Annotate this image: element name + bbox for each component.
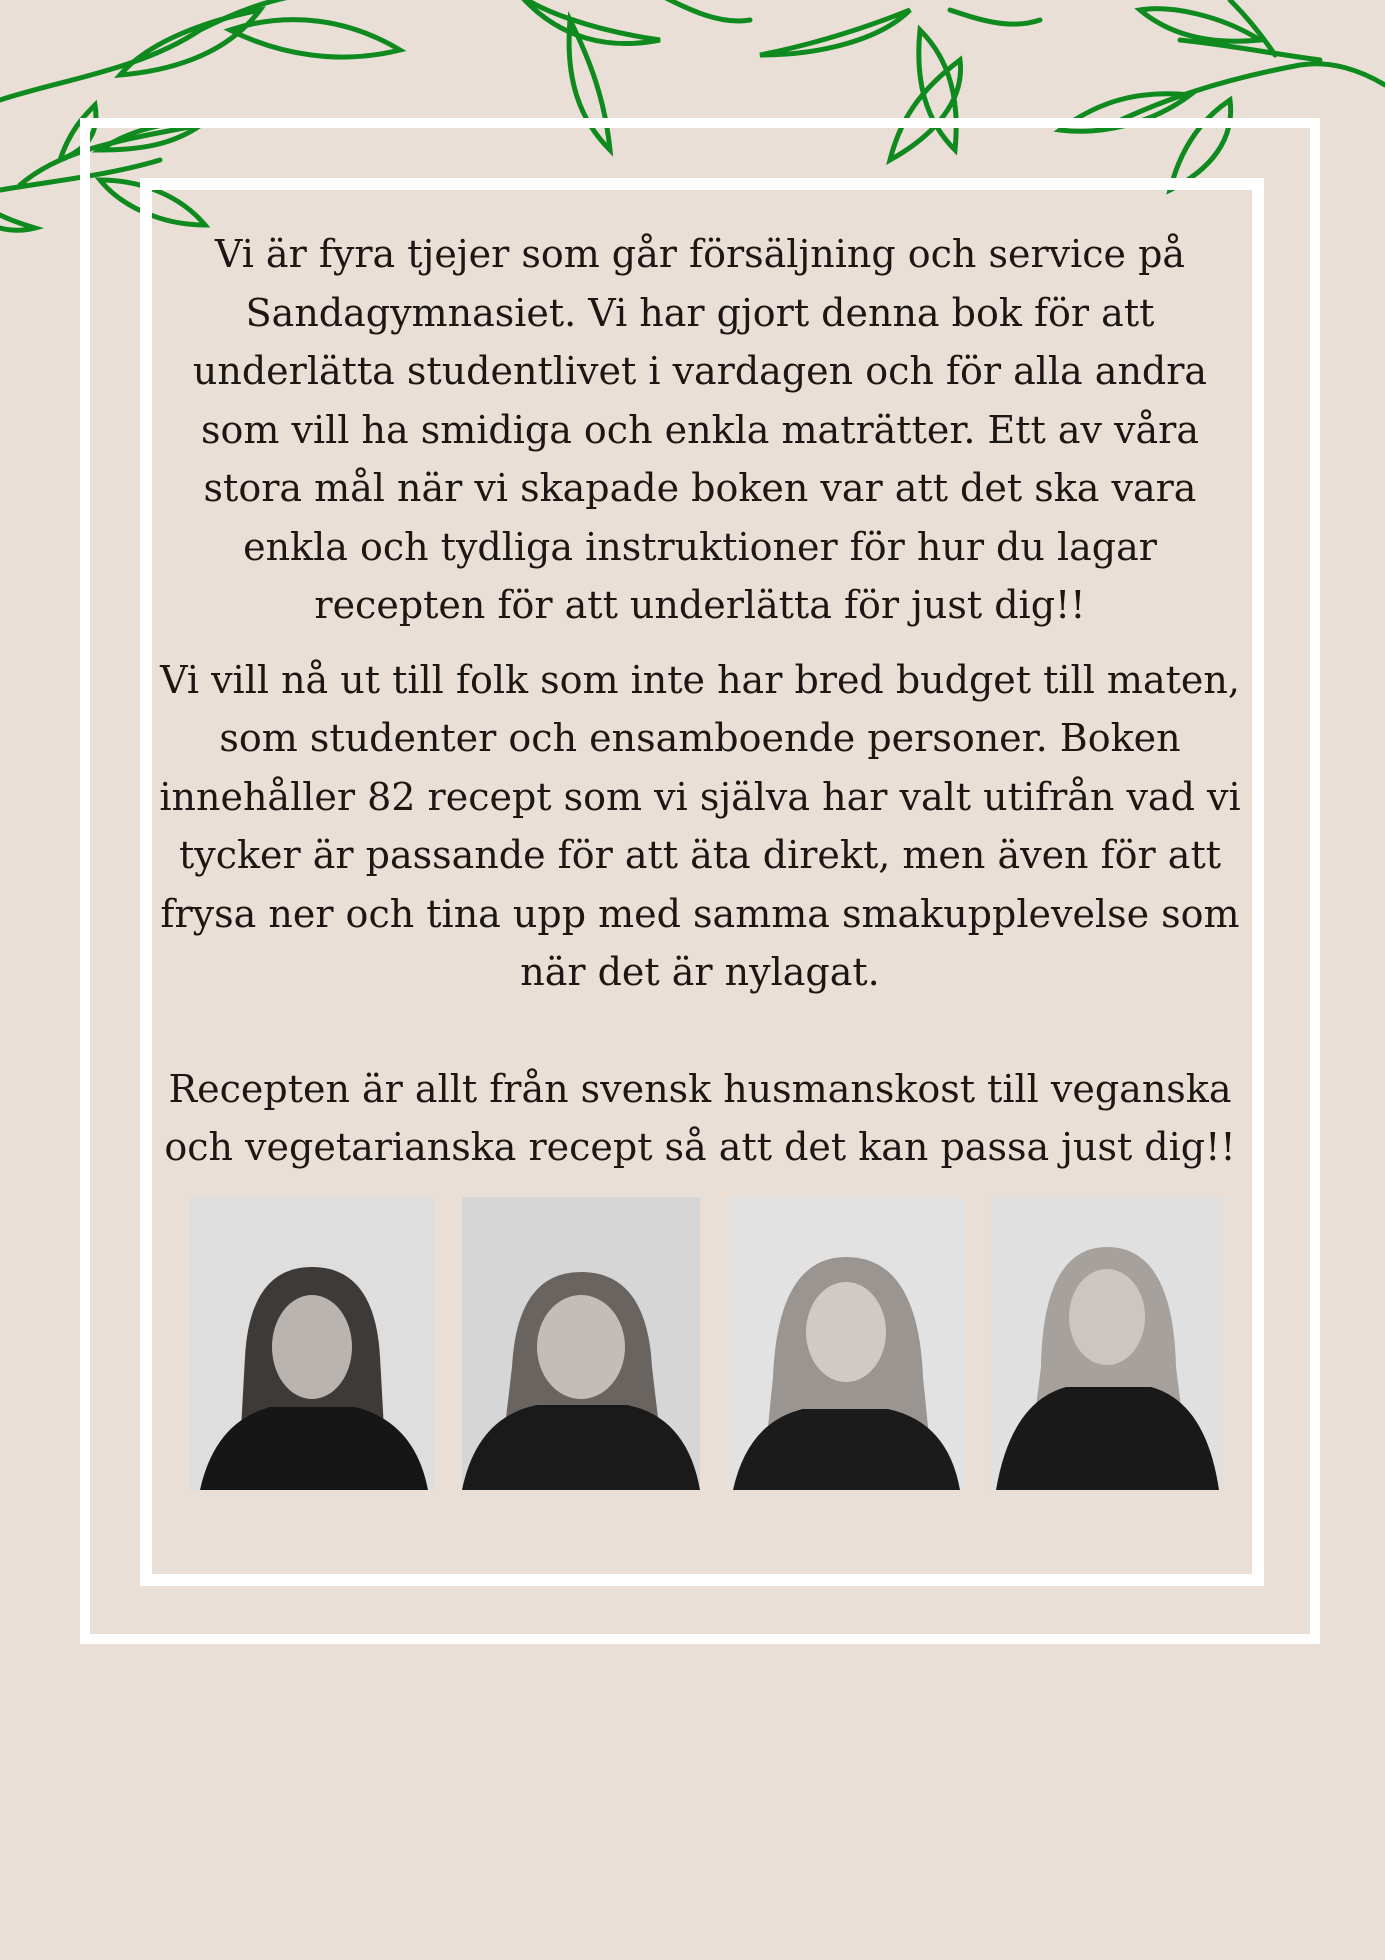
portrait-photo-3 [728,1197,964,1490]
intro-paragraph-1: Vi är fyra tjejer som går försäljning och service på Sandagymnasiet. Vi har gjort denna bok för att underlätta studentlivet i vardagen och för alla andra som vill ha smidiga och enkla maträtter. Ett av våra stora mål när vi skapade boken var att det ska vara enkla och tydliga instruktioner för hur du lagar recepten för att underlätta för just dig!! [192,232,1208,627]
intro-paragraph-2: Vi vill nå ut till folk som inte har bred budget till maten, som studenter och ensamboende personer. Boken innehåller 82 recept som vi själva har valt utifrån vad vi tycker är passande för att äta direkt, men även för att frysa ner och tina upp med samma smakupplevelse som när det är nylagat. [159,657,1241,994]
portrait-photo-1 [190,1197,434,1490]
portrait-photo-4 [991,1197,1223,1490]
intro-paragraph-3: Recepten är allt från svensk husmanskost till veganska och vegetarianska recept så att det kan passa just dig!! [164,1066,1236,1169]
author-photos [0,1197,1385,1491]
intro-text [155,225,1245,1177]
portrait-photo-2 [462,1197,700,1490]
